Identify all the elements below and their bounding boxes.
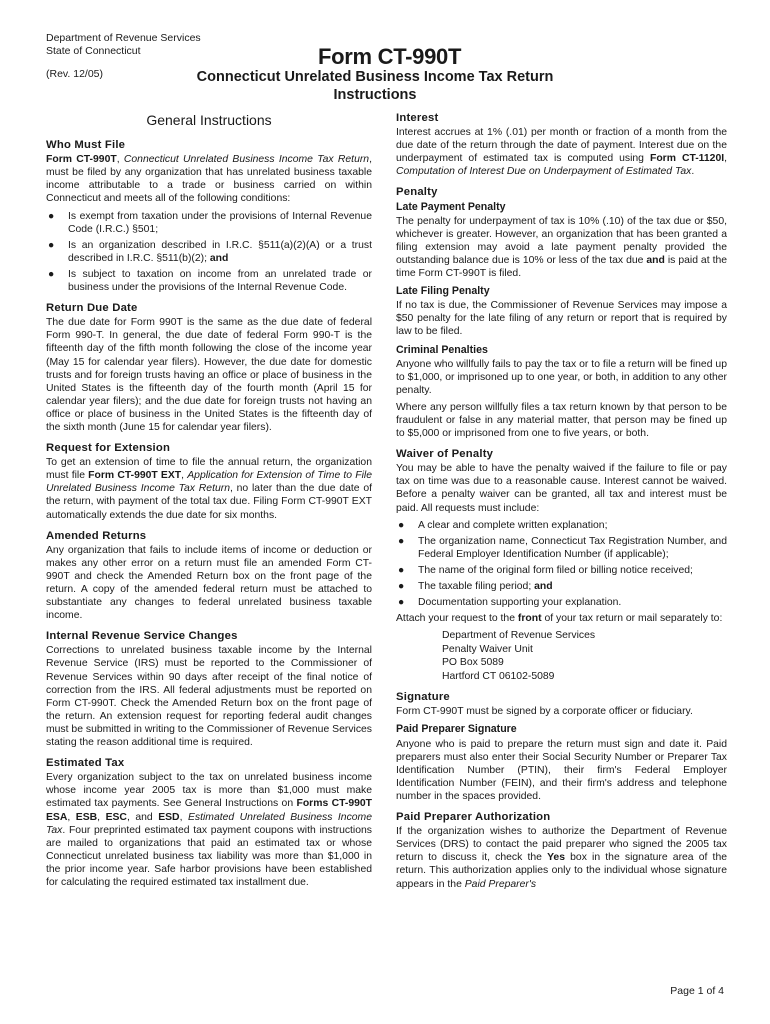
page-number: Page 1 of 4 [670, 985, 724, 997]
who-must-file-text: Form CT-990T, Connecticut Unrelated Business Income Tax Return, must be filed by any organization that has unrelated business taxable income attributable to a trade or business carried on within Connecticut and meets all of the following conditions: [46, 154, 372, 205]
bullet-icon: ● [398, 597, 405, 609]
conditions-list [46, 210, 372, 295]
bullet-icon: ● [48, 239, 55, 251]
separator: , [724, 153, 727, 165]
agency-name: Department of Revenue Services [46, 32, 201, 44]
list-item [46, 268, 372, 294]
attach-text-2: of your tax return or mail separately to: [544, 613, 723, 625]
who-must-file-body: , must be filed by any organization that has unrelated business taxable income attributable to a trade or business carried on within Connecticut and meets all of the following conditions: [46, 154, 372, 205]
general-instructions-heading: General Instructions [146, 112, 272, 128]
bullet-icon: ● [398, 564, 405, 576]
separator: , [67, 811, 76, 823]
list-item-text: Is an organization described in I.R.C. §511(a)(2)(A) or a trust described in I.R.C. §511(b)(2); [68, 239, 372, 264]
request-extension-text: To get an extension of time to file the annual return, the organization must file Form CT-990T EXT, Application for Extension of Time to File Unrelated Business Income Tax Return, no later than the due date of the return, with payment of the total tax due. Filing Form CT-990T EXT automatically extends the due date for six months. [46, 457, 373, 521]
bullet-icon: ● [398, 535, 405, 547]
emphasis-and: and [646, 254, 665, 266]
mailing-address [396, 629, 727, 683]
list-item [396, 564, 727, 577]
list-item [396, 580, 727, 593]
who-must-file-heading: Who Must File [46, 139, 126, 152]
list-item [396, 535, 727, 561]
late-payment-text-1: The penalty for underpayment of tax is 10% (.10) of the tax due or $50, whichever is greater. However, an organization that has been granted a filing extension may avoid a late payment penalty provided the outstanding balance due is 10% or less of the tax due [396, 215, 727, 266]
extension-text-1: To get an extension of time to file the annual return, the organization must file [46, 457, 372, 482]
form-reference: Forms CT-990T ESA [46, 798, 372, 823]
revision-date: (Rev. 12/05) [46, 68, 103, 80]
late-payment-heading: Late Payment Penalty [396, 200, 506, 213]
request-extension-heading: Request for Extension [46, 442, 171, 455]
criminal-penalties-heading: Criminal Penalties [396, 343, 488, 356]
bullet-icon: ● [398, 581, 405, 592]
list-item-text: Documentation supporting your explanation. [418, 597, 622, 609]
separator: , [97, 811, 106, 823]
list-item [396, 596, 727, 609]
extension-text-2: , no later than the due date of the return, with payment of the total tax due. Filing Form CT-990T EXT automatically extends the due date for six months. [46, 483, 373, 521]
list-item-text: Is subject to taxation on income from an unrelated trade or business under the provisions of the Internal Revenue Code. [68, 268, 372, 294]
left-column [46, 112, 372, 893]
criminal-penalties-text-1: Anyone who willfully fails to pay the tax or to file a return will be fined up to $1,000, or imprisoned up to one year, or both, in addition to any other penalty. [396, 358, 727, 396]
document-subtitle [160, 68, 590, 104]
authorization-italic-end: Paid Preparer's [464, 878, 537, 890]
interest-text [396, 126, 727, 178]
criminal-penalties-text-2: Where any person willfully files a tax return known by that person to be fraudulent or false in any material matter, that person may be fined up to $5,000 or imprisoned from one to five years, or both. [396, 401, 727, 440]
list-item-text: The name of the original form filed or billing notice received; [418, 564, 693, 576]
form-reference: ESD [158, 811, 180, 823]
estimated-text-1: Every organization subject to the tax on unrelated business income whose income year 2005 tax is more than $1,000 must make estimated tax payments. See General Instructions on [46, 772, 372, 810]
list-item-text: The taxable filing period; [418, 581, 532, 592]
return-due-date-heading: Return Due Date [46, 302, 138, 315]
form-title-italic: Application for Extension of Time to File Unrelated Business Income Tax Return [46, 470, 372, 495]
form-reference: Form CT-990T EXT [88, 470, 182, 482]
estimated-text-2: . Four preprinted estimated tax payment coupons with instructions are mailed to organizations that paid an estimated tax or whose Connecticut unrelated business tax liability was more than $1,000 in the prior income year. Safe harbor provisions have been established for calculating the required estimated tax installment due. [46, 824, 372, 888]
address-line: PO Box 5089 [442, 657, 504, 669]
emphasis-front: front [517, 613, 542, 625]
paid-preparer-authorization-heading: Paid Preparer Authorization [396, 811, 551, 824]
address-line: Hartford CT 06102-5089 [442, 670, 555, 682]
penalty-heading: Penalty [396, 186, 438, 199]
form-title-italic: Estimated Unrelated Business Income Tax [46, 811, 372, 836]
amended-returns-heading: Amended Returns [46, 529, 147, 542]
late-filing-heading: Late Filing Penalty [396, 285, 490, 298]
separator: , and [126, 811, 159, 823]
separator: . [691, 166, 695, 178]
authorization-text-1: If the organization wishes to authorize the Department of Revenue Services (DRS) to contact the paid preparer who signed the 2005 tax return to discuss it, check the [396, 826, 727, 864]
paid-preparer-authorization-text [396, 825, 727, 890]
late-payment-text-2: is paid at the time Form CT-990T is filed. [396, 254, 728, 280]
waiver-text: You may be able to have the penalty waived if the failure to file or pay tax on time was due to a reasonable cause. Interest cannot be waived. Before a penalty waiver can be granted, all tax and interest must be paid. All requests must include: [396, 463, 727, 514]
list-item-text: A clear and complete written explanation; [418, 519, 608, 531]
amended-returns-text: Any organization that fails to include items of income or deduction or makes any other error on a return must file an amended Form CT-990T and check the Amended Return box on the front page of the return. A copy of the amended federal return must be attached to substantiate any changes to federal unrelated business taxable income. [46, 544, 372, 622]
list-item [396, 519, 727, 532]
irs-changes-heading: Internal Revenue Service Changes [46, 630, 238, 643]
attach-text-1: Attach your request to the [396, 613, 515, 625]
form-title: Form CT-990T [318, 44, 462, 69]
agency-header [46, 32, 201, 58]
waiver-heading: Waiver of Penalty [396, 448, 494, 461]
address-line: Penalty Waiver Unit [442, 643, 533, 655]
list-item-and: and [209, 252, 229, 264]
form-reference: ESB [75, 811, 98, 823]
late-filing-text: If no tax is due, the Commissioner of Revenue Services may impose a $50 penalty for the late filing of any return or report that is required by law to be filed. [396, 300, 727, 338]
bullet-icon: ● [48, 268, 55, 280]
bullet-icon: ● [398, 519, 405, 531]
return-due-date-text: The due date for Form 990T is the same as the due date of federal Form 990-T. In general, the due date of federal Form 990-T is the fifteenth day of the fifth month following the close of the income year (May 15 for calendar year filers). However, the due date for domestic trusts and for foreign trusts having an office or place of business in the United States is the fifteenth day of the fourth month (April 15 for calendar year filers); and the due date for foreign trusts not having an office or place of business in the United States is the fifteenth day of the sixth month (June 15 for calendar year filers). [46, 317, 372, 433]
right-column [396, 112, 727, 895]
list-item-text: The organization name, Connecticut Tax Registration Number, and Federal Employer Identification Number (if applicable); [418, 535, 727, 560]
address-line: Department of Revenue Services [442, 630, 596, 642]
authorization-text-2: box in the signature area of the return. This authorization applies only to the individual whose signature appears in the [396, 852, 727, 890]
subtitle-line-1: Connecticut Unrelated Business Income Tax Return [196, 69, 554, 85]
attach-request-text [396, 612, 727, 625]
form-reference: ESC [105, 811, 127, 823]
list-item [46, 210, 372, 236]
form-reference: Form CT-1120I [649, 153, 725, 165]
paid-preparer-signature-heading: Paid Preparer Signature [396, 723, 517, 736]
signature-text: Form CT-990T must be signed by a corporate officer or fiduciary. [396, 706, 693, 718]
state-name: State of Connecticut [46, 45, 141, 57]
list-item-and: and [534, 581, 553, 592]
form-title-italic: Computation of Interest Due on Underpayment of Estimated Tax [396, 166, 692, 178]
interest-heading: Interest [396, 112, 439, 124]
separator: , [179, 811, 188, 823]
interest-text-1: Interest accrues at 1% (.01) per month or fraction of a month from the due date of the return through the date of payment. Interest due on the underpayment of estimated tax is computed using [396, 127, 727, 165]
form-reference: Form CT-990T [46, 154, 117, 166]
list-item-text: Is exempt from taxation under the provisions of Internal Revenue Code (I.R.C.) §501; [68, 210, 372, 235]
list-item [46, 239, 372, 265]
signature-heading: Signature [396, 691, 450, 704]
bullet-icon: ● [48, 210, 55, 222]
paid-preparer-signature-text: Anyone who is paid to prepare the return must sign and date it. Paid preparers must also enter their Social Security Number or Preparer Tax Identification Number (PTIN), their firm's Federal Employer Identification Number (FEIN), and their firm's address and telephone number in the spaces provided. [396, 738, 727, 802]
estimated-tax-heading: Estimated Tax [46, 757, 125, 770]
waiver-requirements-list [396, 519, 727, 610]
form-title-italic: Connecticut Unrelated Business Income Tax Return [123, 154, 370, 166]
emphasis-yes: Yes [547, 852, 565, 864]
late-payment-text [396, 215, 727, 280]
irs-changes-text: Corrections to unrelated business taxable income by the Internal Revenue Service (IRS) must be reported to the Commissioner of Revenue Services within 90 days after receipt of the final notice of correction from the IRS. All federal adjustments must be reported on Form CT-990T. Check the Amended Return box on the front page of the return. An extension request for reporting federal audit changes must be submitted in writing to the Commissioner of Revenue Services stating the reason additional time is required. [46, 645, 372, 749]
subtitle-line-2: Instructions [333, 87, 417, 103]
estimated-tax-text [46, 771, 372, 889]
